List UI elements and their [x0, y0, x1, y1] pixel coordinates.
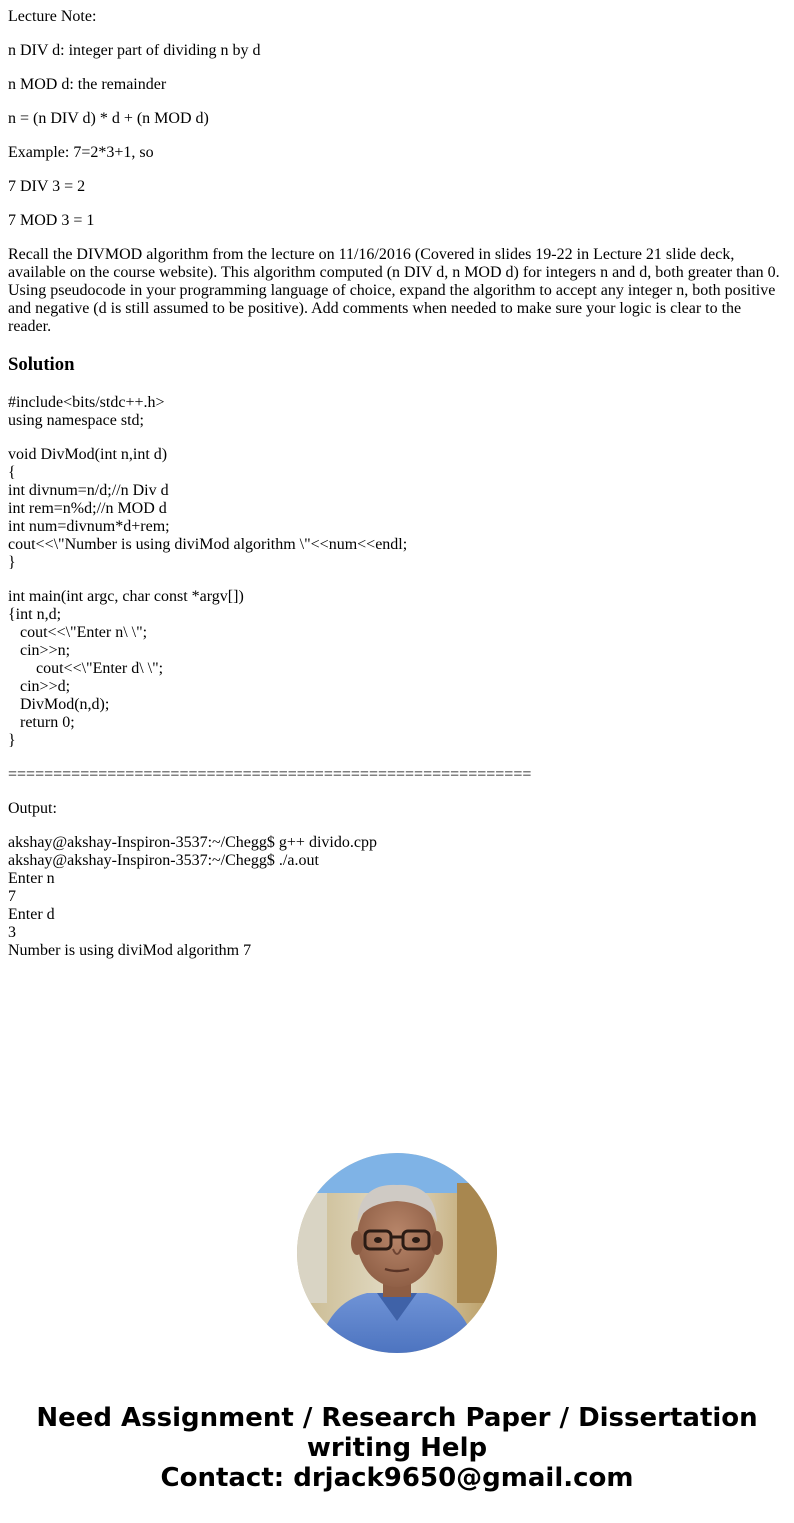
- code-line: cin>>n;: [8, 642, 71, 659]
- code-divmod-function: [8, 446, 786, 572]
- author-portrait-image: [297, 1153, 497, 1353]
- code-line: using namespace std;: [8, 412, 144, 429]
- code-line: {int n,d;: [8, 606, 62, 623]
- example-div: 7 DIV 3 = 2: [8, 178, 86, 195]
- div-definition: n DIV d: integer part of dividing n by d: [8, 42, 261, 59]
- output-line: akshay@akshay-Inspiron-3537:~/Chegg$ g++ divido.cpp: [8, 834, 377, 851]
- output-line: 7: [8, 888, 16, 905]
- code-line: }: [8, 732, 16, 749]
- code-line: #include<bits/stdc++.h>: [8, 394, 165, 411]
- lecture-note-label: Lecture Note:: [8, 8, 97, 25]
- code-line: int divnum=n/d;//n Div d: [8, 482, 169, 499]
- code-line: cin>>d;: [8, 678, 71, 695]
- help-banner: [0, 1403, 794, 1493]
- code-line: return 0;: [8, 714, 75, 731]
- example-line: Example: 7=2*3+1, so: [8, 144, 154, 161]
- output-line: 3: [8, 924, 16, 941]
- solution-heading: Solution: [8, 354, 75, 375]
- output-line: Number is using diviMod algorithm 7: [8, 942, 252, 959]
- mod-definition: n MOD d: the remainder: [8, 76, 167, 93]
- code-includes: [8, 394, 786, 430]
- document-body: [8, 0, 786, 976]
- author-avatar: [297, 1153, 497, 1353]
- separator-line: ==========================================================: [8, 766, 532, 783]
- code-line: }: [8, 554, 16, 571]
- code-line: cout<<\"Enter n\ \";: [8, 624, 148, 641]
- help-banner-contact[interactable]: Contact: drjack9650@gmail.com: [160, 1463, 634, 1493]
- code-line: DivMod(n,d);: [8, 696, 110, 713]
- help-banner-line2: writing Help: [306, 1433, 488, 1463]
- code-line: int main(int argc, char const *argv[]): [8, 588, 244, 605]
- output-line: Enter d: [8, 906, 55, 923]
- output-line: akshay@akshay-Inspiron-3537:~/Chegg$ ./a.out: [8, 852, 319, 869]
- assignment-prompt: Recall the DIVMOD algorithm from the lecture on 11/16/2016 (Covered in slides 19-22 in Lecture 21 slide deck, available on the course website). This algorithm computed (n DIV d, n MOD d) for integers n and d, both greater than 0. Using pseudocode in your programming language of choice, expand the algorithm to accept any integer n, both positive and negative (d is still assumed to be positive). Add comments when needed to make sure your logic is clear to the reader.: [8, 246, 780, 335]
- code-line: int num=divnum*d+rem;: [8, 518, 170, 535]
- code-line: cout<<\"Number is using diviMod algorithm \"<<num<<endl;: [8, 536, 408, 553]
- code-main-function: [8, 588, 786, 750]
- code-line: void DivMod(int n,int d): [8, 446, 168, 463]
- code-line: cout<<\"Enter d\ \";: [8, 660, 164, 677]
- help-banner-line1: Need Assignment / Research Paper / Dissertation: [36, 1403, 758, 1433]
- divmod-identity: n = (n DIV d) * d + (n MOD d): [8, 110, 209, 127]
- code-line: int rem=n%d;//n MOD d: [8, 500, 167, 517]
- output-label: Output:: [8, 800, 57, 817]
- example-mod: 7 MOD 3 = 1: [8, 212, 95, 229]
- output-line: Enter n: [8, 870, 55, 887]
- code-line: {: [8, 464, 16, 481]
- terminal-output: [8, 834, 786, 960]
- question-section: [8, 8, 786, 336]
